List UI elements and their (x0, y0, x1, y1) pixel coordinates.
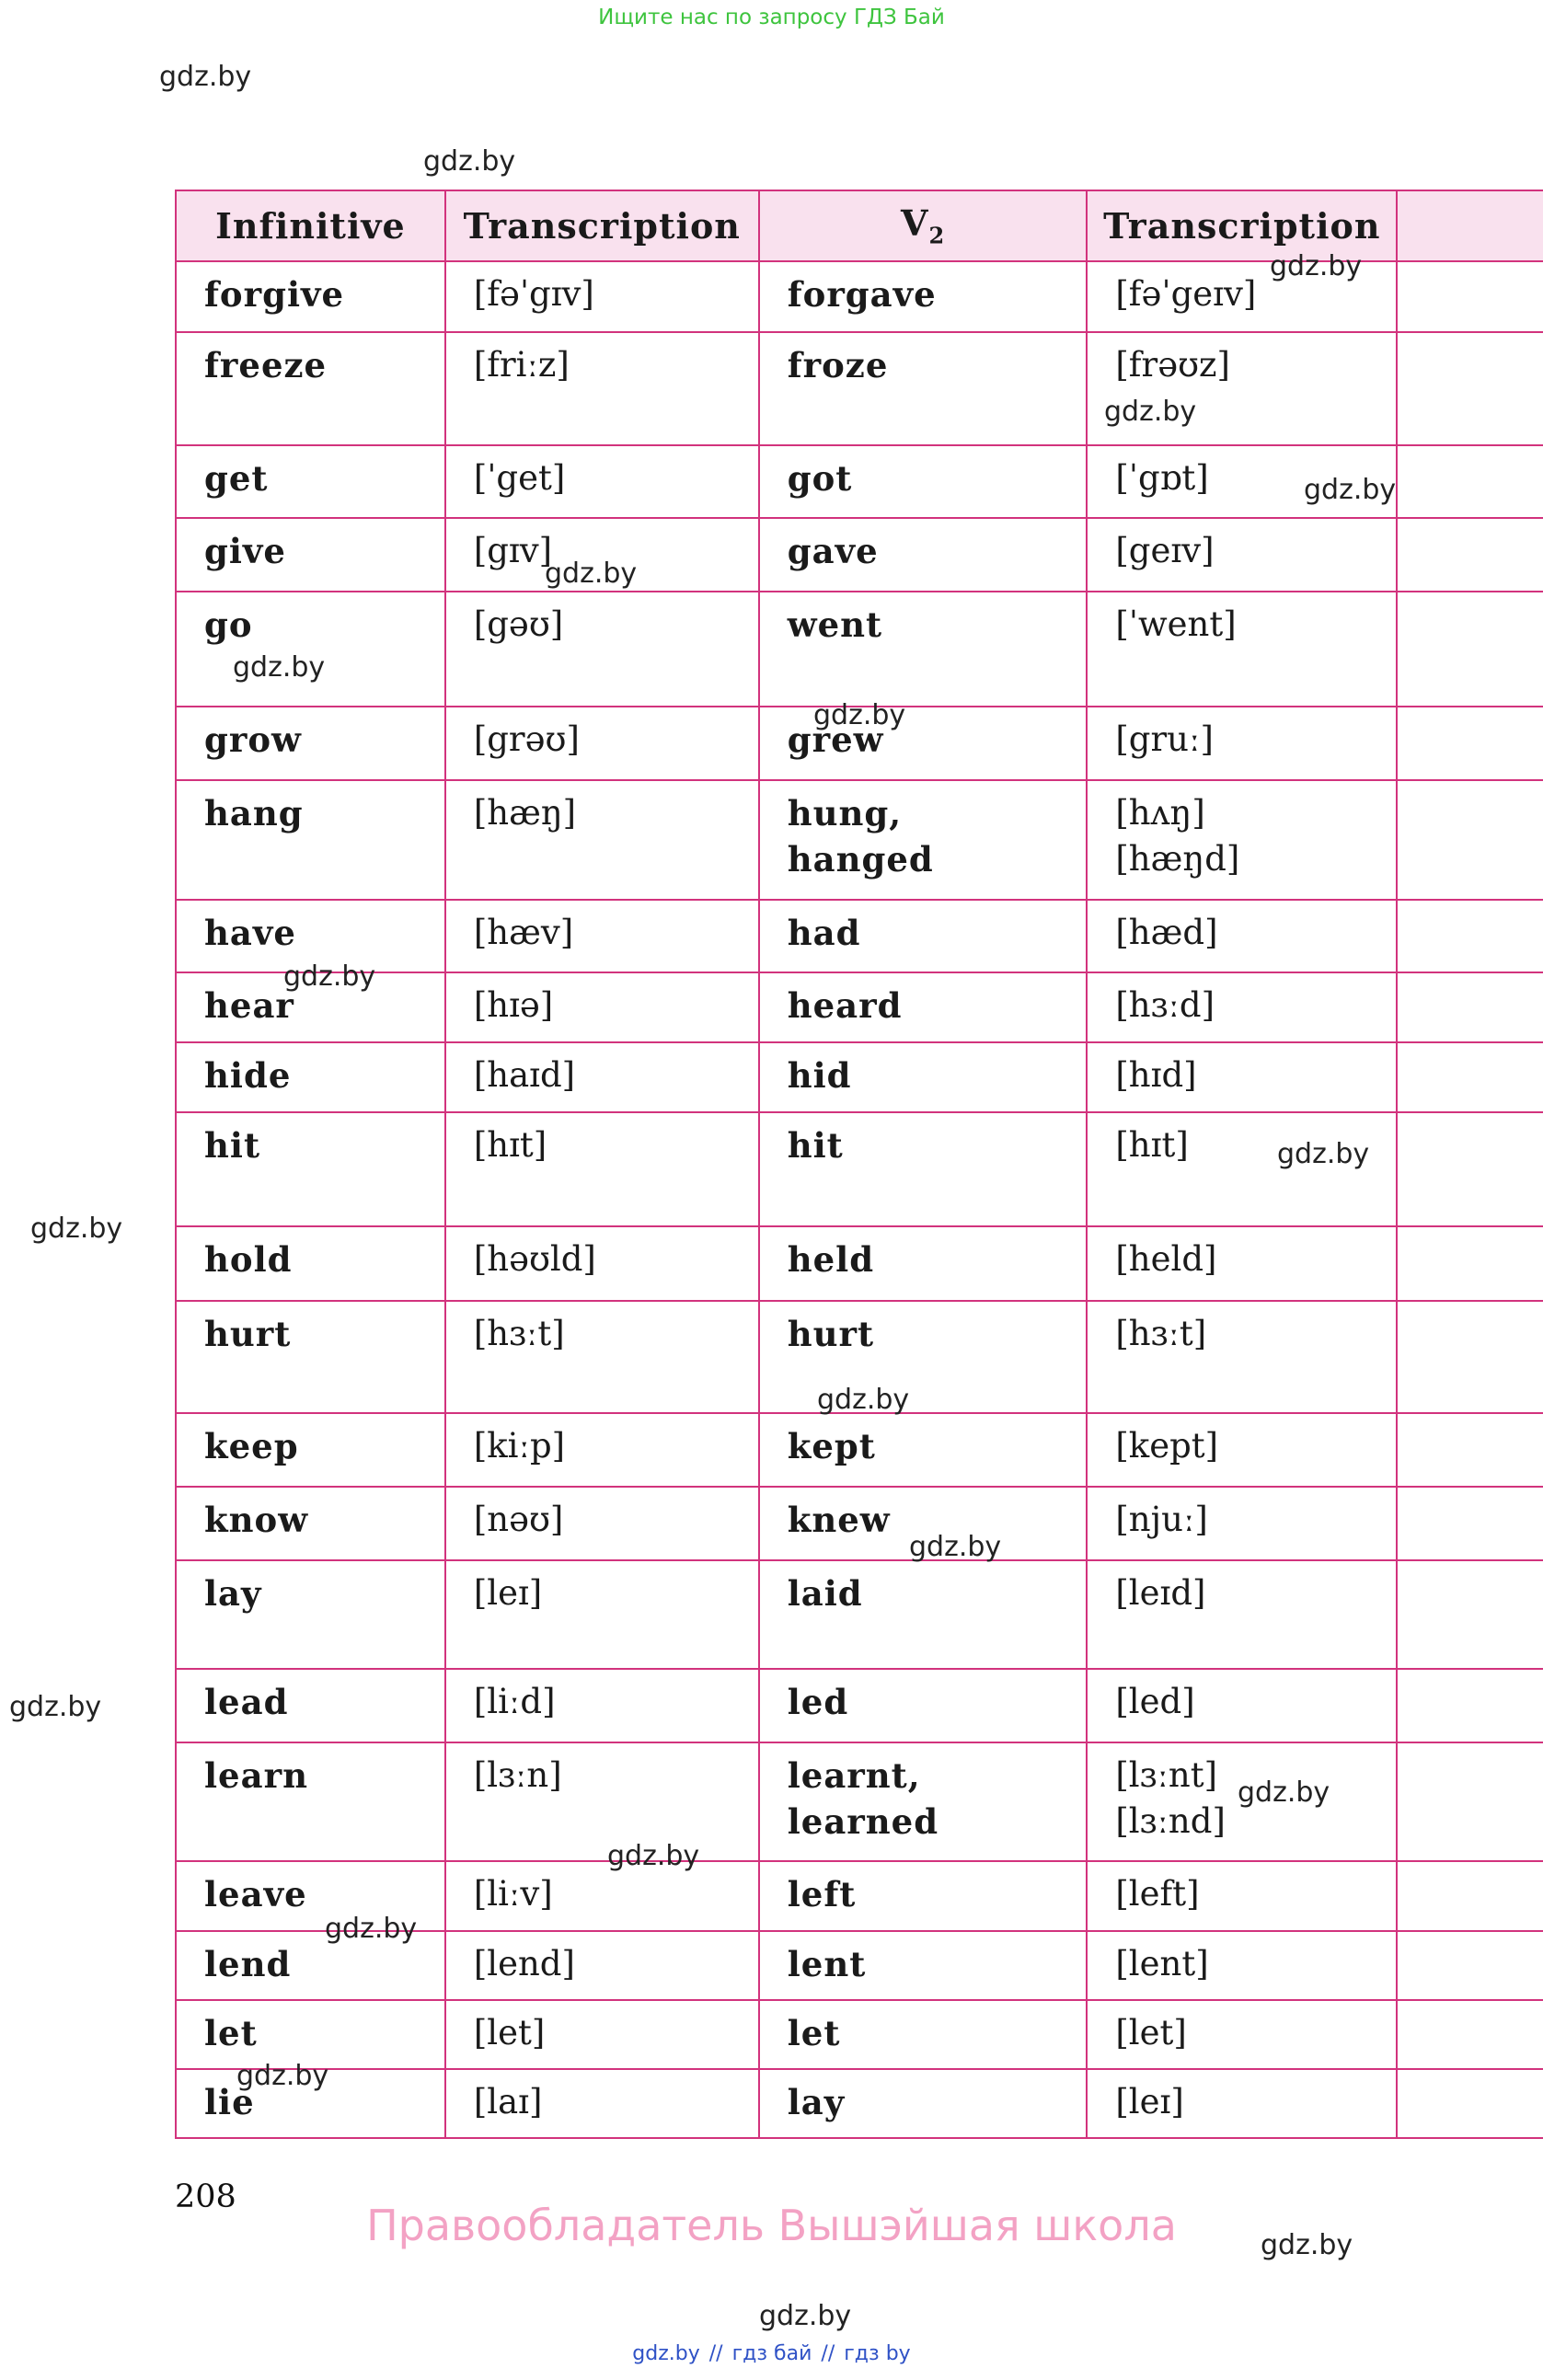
infinitive-cell (176, 518, 445, 592)
infinitive-cell (176, 1226, 445, 1301)
header-infinitive: Infinitive (176, 190, 445, 261)
v2-text: grew (787, 719, 884, 760)
header-v2-letter: V (900, 202, 929, 245)
empty-cell (1397, 2069, 1543, 2138)
infinitive-transcription-cell (445, 261, 759, 332)
v2-text: held (787, 1239, 875, 1280)
watermark: gdz.by (1277, 1138, 1370, 1170)
v2-transcription-text: [fəˈgeɪv] (1115, 274, 1257, 314)
empty-cell (1397, 1931, 1543, 2000)
v2-transcription-cell (1087, 780, 1397, 900)
empty-cell (1397, 1226, 1543, 1301)
v2-text: hanged (787, 839, 934, 880)
infinitive-transcription-text: [lɜːn] (473, 1755, 562, 1795)
v2-transcription-text: [hæd] (1115, 913, 1218, 952)
v2-transcription-text: [led] (1115, 1682, 1195, 1721)
table-row (176, 1742, 1543, 1861)
watermark: gdz.by (1270, 250, 1363, 282)
watermark: gdz.by (423, 145, 516, 178)
infinitive-transcription-cell (445, 1301, 759, 1413)
empty-cell (1397, 445, 1543, 518)
infinitive-transcription-text: [hæv] (473, 913, 574, 952)
watermark: gdz.by (1261, 2229, 1353, 2261)
empty-cell (1397, 707, 1543, 780)
table-row (176, 1226, 1543, 1301)
header-transcription: Transcription (445, 190, 759, 261)
v2-text: froze (787, 345, 889, 385)
v2-text: forgave (787, 274, 937, 315)
infinitive-cell (176, 2000, 445, 2069)
v2-transcription-text: [geɪv] (1115, 531, 1215, 570)
watermark: gdz.by (236, 2060, 329, 2092)
infinitive-transcription-text: [hɪt] (473, 1125, 547, 1165)
empty-cell (1397, 1669, 1543, 1742)
infinitive-text: keep (204, 1426, 299, 1466)
v2-text: knew (787, 1500, 891, 1540)
v2-transcription-text: [frəʊz] (1115, 345, 1230, 385)
table-row (176, 1413, 1543, 1487)
empty-cell (1397, 1487, 1543, 1560)
empty-cell (1397, 1112, 1543, 1226)
infinitive-text: freeze (204, 345, 328, 385)
v2-transcription-text: [hæŋd] (1115, 839, 1240, 879)
infinitive-transcription-cell (445, 1226, 759, 1301)
infinitive-text: hurt (204, 1314, 292, 1354)
watermark: gdz.by (159, 61, 252, 93)
empty-cell (1397, 1742, 1543, 1861)
table-row (176, 1560, 1543, 1669)
infinitive-text: grow (204, 719, 302, 760)
infinitive-transcription-text: [hæŋ] (473, 793, 577, 833)
infinitive-transcription-text: [grəʊ] (473, 719, 580, 759)
v2-text: laid (787, 1573, 863, 1614)
infinitive-transcription-cell (445, 1042, 759, 1112)
top-banner: Ищите нас по запросу ГДЗ Бай (598, 6, 945, 29)
v2-transcription-text: [ˈgɒt] (1115, 458, 1209, 498)
v2-transcription-cell (1087, 332, 1397, 445)
infinitive-transcription-cell (445, 1413, 759, 1487)
infinitive-cell (176, 445, 445, 518)
v2-transcription-text: [hɪt] (1115, 1125, 1189, 1165)
copyright-notice: Правообладатель Вышэйшая школа (366, 2201, 1177, 2250)
infinitive-transcription-cell (445, 900, 759, 972)
infinitive-transcription-text: [hɜːt] (473, 1314, 565, 1353)
v2-cell (759, 1112, 1088, 1226)
infinitive-text: hang (204, 793, 304, 834)
footer-link-gdz-by-mixed[interactable]: гдз by (844, 2342, 911, 2365)
table-row (176, 2000, 1543, 2069)
v2-transcription-cell (1087, 592, 1397, 707)
v2-transcription-text: [left] (1115, 1874, 1200, 1914)
watermark: gdz.by (30, 1213, 123, 1245)
infinitive-cell (176, 261, 445, 332)
infinitive-transcription-cell (445, 707, 759, 780)
infinitive-transcription-cell (445, 1931, 759, 2000)
v2-text: lent (787, 1944, 867, 1984)
v2-transcription-text: [lɜːnd] (1115, 1801, 1226, 1841)
infinitive-text: hide (204, 1055, 292, 1096)
infinitive-cell (176, 1560, 445, 1669)
infinitive-text: forgive (204, 274, 345, 315)
header-v2-subscript: 2 (928, 222, 946, 249)
infinitive-transcription-text: [leɪ] (473, 1573, 543, 1613)
infinitive-cell (176, 332, 445, 445)
table-row (176, 2069, 1543, 2138)
table-row (176, 972, 1543, 1042)
v2-text: learnt, (787, 1755, 921, 1796)
infinitive-text: give (204, 531, 286, 571)
v2-text: hid (787, 1055, 852, 1096)
footer-link-gdz-bai[interactable]: гдз бай (731, 2342, 812, 2365)
v2-transcription-cell (1087, 900, 1397, 972)
v2-text: gave (787, 531, 879, 571)
infinitive-text: hold (204, 1239, 293, 1280)
v2-transcription-cell (1087, 1487, 1397, 1560)
infinitive-text: lead (204, 1682, 289, 1722)
v2-cell (759, 2000, 1088, 2069)
infinitive-transcription-text: [gəʊ] (473, 604, 564, 644)
v2-transcription-text: [ˈwent] (1115, 604, 1237, 644)
infinitive-transcription-text: [kiːp] (473, 1426, 566, 1466)
infinitive-transcription-cell (445, 780, 759, 900)
infinitive-transcription-text: [friːz] (473, 345, 570, 385)
v2-transcription-cell (1087, 1042, 1397, 1112)
infinitive-transcription-text: [ˈget] (473, 458, 566, 498)
v2-transcription-text: [leɪ] (1115, 2082, 1184, 2121)
infinitive-transcription-text: [nəʊ] (473, 1500, 564, 1539)
v2-transcription-text: [held] (1115, 1239, 1217, 1279)
infinitive-transcription-cell (445, 592, 759, 707)
watermark: gdz.by (813, 699, 906, 731)
v2-transcription-text: [lɜːnt] (1115, 1755, 1218, 1795)
table-body (176, 261, 1543, 2138)
infinitive-transcription-text: [lend] (473, 1944, 575, 1983)
infinitive-transcription-cell (445, 2000, 759, 2069)
infinitive-text: lend (204, 1944, 292, 1984)
v2-transcription-cell (1087, 1931, 1397, 2000)
v2-text: lay (787, 2082, 846, 2122)
infinitive-text: know (204, 1500, 309, 1540)
infinitive-transcription-cell (445, 972, 759, 1042)
v2-cell (759, 2069, 1088, 2138)
v2-transcription-cell (1087, 1861, 1397, 1931)
infinitive-cell (176, 1413, 445, 1487)
v2-text: led (787, 1682, 849, 1722)
empty-cell (1397, 518, 1543, 592)
page-number: 208 (175, 2179, 236, 2215)
v2-cell (759, 1301, 1088, 1413)
infinitive-text: have (204, 913, 296, 953)
infinitive-cell (176, 707, 445, 780)
v2-text: heard (787, 985, 903, 1026)
infinitive-cell (176, 1301, 445, 1413)
v2-text: kept (787, 1426, 876, 1466)
infinitive-transcription-cell (445, 1669, 759, 1742)
v2-cell (759, 900, 1088, 972)
watermark: gdz.by (1304, 474, 1397, 506)
v2-cell (759, 1742, 1088, 1861)
infinitive-text: hit (204, 1125, 261, 1166)
table-row (176, 518, 1543, 592)
v2-transcription-cell (1087, 2000, 1397, 2069)
v2-transcription-text: [njuː] (1115, 1500, 1208, 1539)
empty-cell (1397, 780, 1543, 900)
infinitive-text: lie (204, 2082, 255, 2122)
infinitive-transcription-cell (445, 1487, 759, 1560)
empty-cell (1397, 1042, 1543, 1112)
empty-cell (1397, 1301, 1543, 1413)
watermark: gdz.by (233, 651, 326, 684)
v2-cell (759, 1226, 1088, 1301)
empty-cell (1397, 972, 1543, 1042)
infinitive-transcription-text: [gɪv] (473, 531, 553, 570)
header-v2 (759, 190, 1088, 261)
v2-transcription-cell (1087, 518, 1397, 592)
v2-transcription-text: [lent] (1115, 1944, 1209, 1983)
watermark: gdz.by (1238, 1776, 1330, 1809)
infinitive-text: hear (204, 985, 294, 1026)
v2-transcription-cell (1087, 972, 1397, 1042)
empty-cell (1397, 2000, 1543, 2069)
empty-cell (1397, 900, 1543, 972)
infinitive-transcription-cell (445, 1112, 759, 1226)
v2-transcription-text: [let] (1115, 2013, 1187, 2052)
infinitive-cell (176, 780, 445, 900)
infinitive-transcription-text: [liːv] (473, 1874, 553, 1914)
watermark: gdz.by (759, 2300, 852, 2332)
table-row (176, 332, 1543, 445)
infinitive-transcription-text: [fəˈgɪv] (473, 274, 594, 314)
infinitive-transcription-cell (445, 1861, 759, 1931)
v2-cell (759, 1931, 1088, 2000)
v2-transcription-cell (1087, 2069, 1397, 2138)
infinitive-transcription-cell (445, 445, 759, 518)
v2-cell (759, 332, 1088, 445)
footer-links (0, 2342, 1543, 2365)
infinitive-cell (176, 592, 445, 707)
infinitive-cell (176, 1487, 445, 1560)
infinitive-text: lay (204, 1573, 262, 1614)
infinitive-transcription-text: [liːd] (473, 1682, 556, 1721)
v2-transcription-text: [hɜːd] (1115, 985, 1215, 1025)
v2-transcription-cell (1087, 1669, 1397, 1742)
empty-cell (1397, 332, 1543, 445)
v2-cell (759, 592, 1088, 707)
v2-text: hung, (787, 793, 903, 834)
infinitive-text: leave (204, 1874, 307, 1914)
v2-transcription-text: [hɪd] (1115, 1055, 1197, 1095)
empty-cell (1397, 261, 1543, 332)
v2-transcription-text: [gruː] (1115, 719, 1214, 759)
empty-cell (1397, 1413, 1543, 1487)
table-row (176, 1487, 1543, 1560)
table-row (176, 1669, 1543, 1742)
v2-cell (759, 1669, 1088, 1742)
header-transcription-v2: Transcription (1087, 190, 1397, 261)
v2-cell (759, 518, 1088, 592)
v2-transcription-cell (1087, 1226, 1397, 1301)
v2-cell (759, 1042, 1088, 1112)
v2-transcription-cell (1087, 1413, 1397, 1487)
infinitive-text: let (204, 2013, 258, 2053)
empty-cell (1397, 592, 1543, 707)
infinitive-text: go (204, 604, 253, 645)
watermark: gdz.by (545, 558, 638, 590)
v2-cell (759, 261, 1088, 332)
infinitive-transcription-text: [hɪə] (473, 985, 554, 1025)
v2-transcription-cell (1087, 1560, 1397, 1669)
footer-link-gdz-by[interactable]: gdz.by (632, 2342, 700, 2365)
v2-transcription-text: [hʌŋ] (1115, 793, 1205, 833)
v2-cell (759, 1413, 1088, 1487)
watermark: gdz.by (909, 1531, 1002, 1563)
v2-cell (759, 972, 1088, 1042)
watermark: gdz.by (607, 1840, 700, 1872)
header-empty (1397, 190, 1543, 261)
v2-text: hit (787, 1125, 844, 1166)
v2-text: hurt (787, 1314, 875, 1354)
footer-separator: // (821, 2342, 835, 2365)
watermark: gdz.by (325, 1913, 418, 1945)
v2-cell (759, 780, 1088, 900)
infinitive-cell (176, 1669, 445, 1742)
v2-transcription-text: [hɜːt] (1115, 1314, 1207, 1353)
infinitive-text: learn (204, 1755, 308, 1796)
table-row (176, 900, 1543, 972)
v2-cell (759, 445, 1088, 518)
empty-cell (1397, 1560, 1543, 1669)
v2-text: went (787, 604, 883, 645)
v2-transcription-cell (1087, 707, 1397, 780)
v2-cell (759, 1861, 1088, 1931)
table-row (176, 780, 1543, 900)
empty-cell (1397, 1861, 1543, 1931)
infinitive-transcription-cell (445, 332, 759, 445)
infinitive-text: get (204, 458, 269, 499)
watermark: gdz.by (283, 960, 376, 993)
v2-text: got (787, 458, 853, 499)
table-row (176, 592, 1543, 707)
infinitive-transcription-cell (445, 1560, 759, 1669)
v2-text: learned (787, 1801, 939, 1842)
table-row (176, 1042, 1543, 1112)
infinitive-cell (176, 1742, 445, 1861)
v2-cell (759, 1560, 1088, 1669)
infinitive-transcription-cell (445, 1742, 759, 1861)
v2-text: left (787, 1874, 857, 1914)
v2-transcription-text: [kept] (1115, 1426, 1219, 1466)
infinitive-transcription-text: [həʊld] (473, 1239, 596, 1279)
infinitive-transcription-text: [laɪ] (473, 2082, 543, 2121)
infinitive-transcription-cell (445, 2069, 759, 2138)
v2-transcription-cell (1087, 1301, 1397, 1413)
infinitive-cell (176, 1112, 445, 1226)
watermark: gdz.by (1104, 396, 1197, 428)
footer-separator: // (708, 2342, 723, 2365)
infinitive-transcription-text: [let] (473, 2013, 546, 2052)
infinitive-cell (176, 1042, 445, 1112)
v2-cell (759, 707, 1088, 780)
v2-transcription-text: [leɪd] (1115, 1573, 1206, 1613)
watermark: gdz.by (817, 1384, 910, 1416)
infinitive-transcription-text: [haɪd] (473, 1055, 576, 1095)
watermark: gdz.by (9, 1691, 102, 1723)
v2-text: let (787, 2013, 841, 2053)
v2-text: had (787, 913, 861, 953)
